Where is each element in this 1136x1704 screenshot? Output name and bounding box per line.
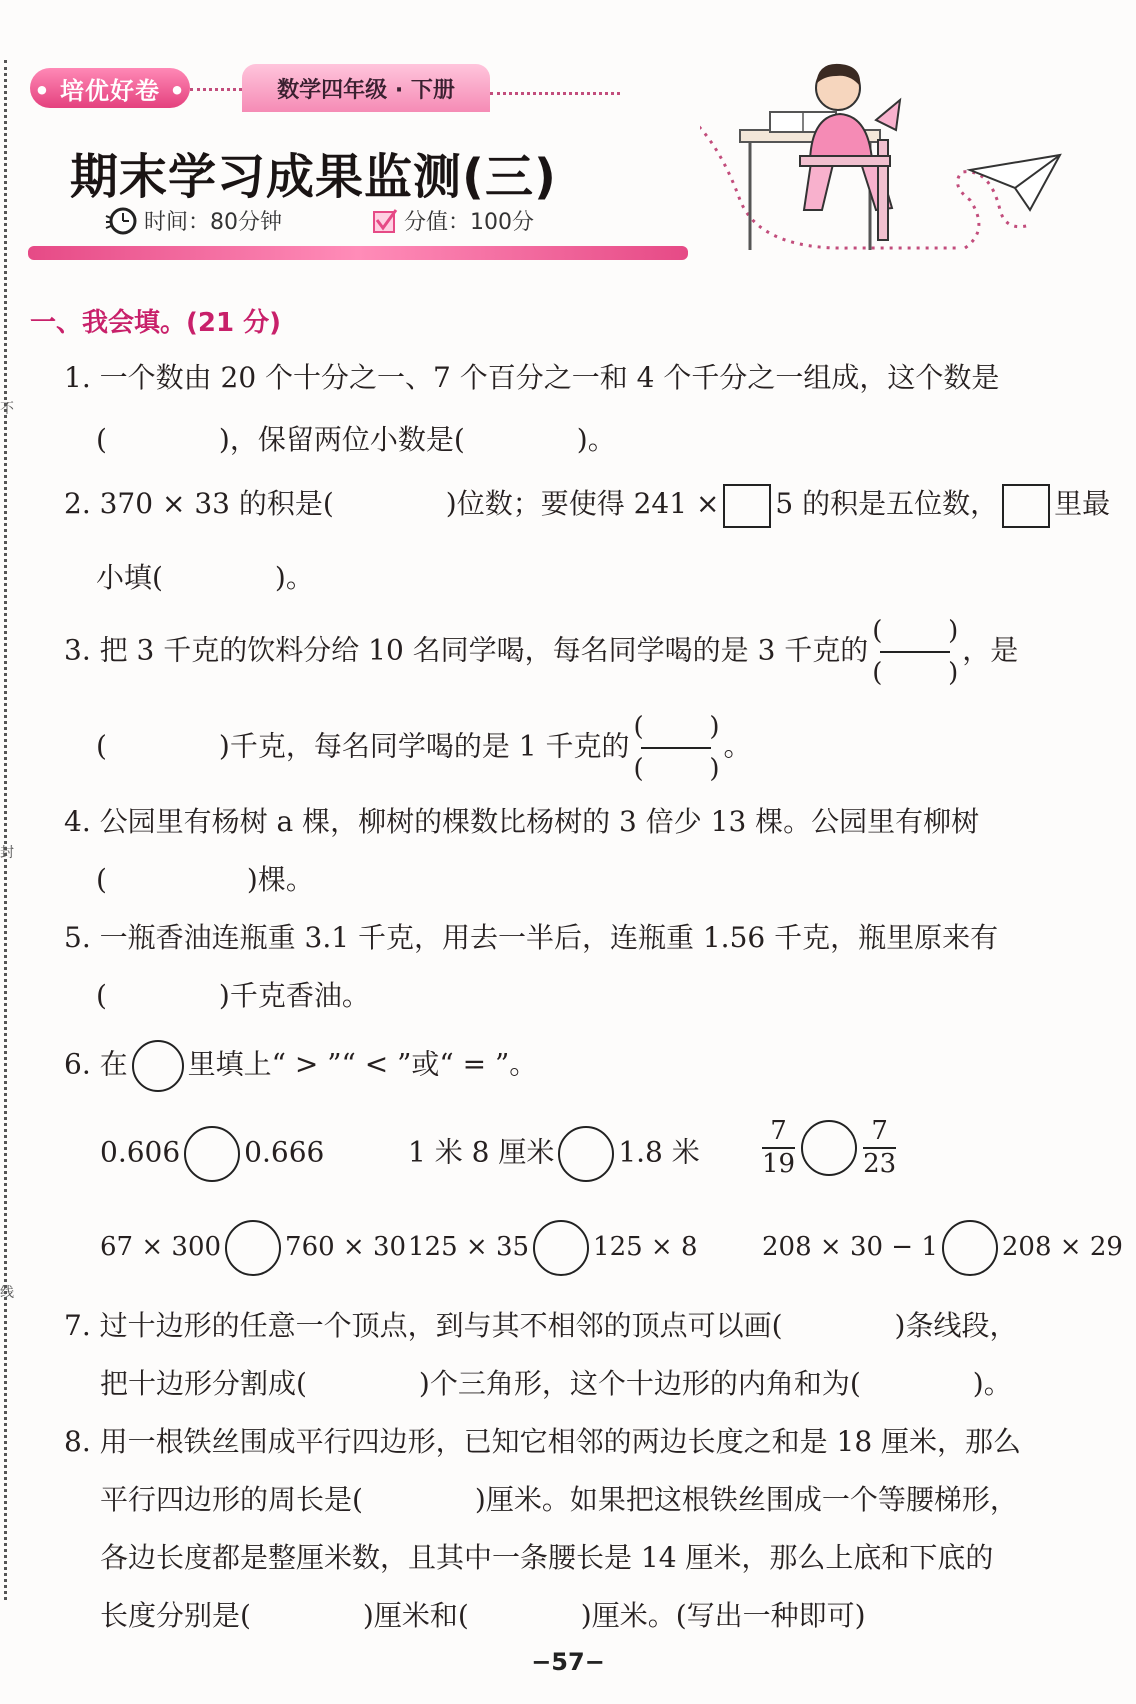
series-tag: • 培优好卷 • [30, 68, 190, 108]
numerator: 7 [770, 1116, 787, 1146]
compare-item [408, 1126, 700, 1182]
compare-right: 0.666 [244, 1135, 325, 1169]
fraction-left [762, 1118, 795, 1179]
subject-tab: 数学四年级 · 下册 [242, 64, 490, 112]
compare-left: 67 × 300 [100, 1232, 222, 1262]
compare-item [760, 1118, 898, 1179]
q6-text-b: 里填上“ > ”“ < ”或“ = ”。 [187, 1047, 538, 1081]
score-info [372, 205, 534, 236]
compare-circle[interactable] [558, 1126, 614, 1182]
numerator: 7 [871, 1116, 888, 1146]
question-8-line-3: 各边长度都是整厘米数，且其中一条腰长是 14 厘米，那么上底和下底的 [100, 1541, 994, 1574]
compare-circle[interactable] [225, 1220, 281, 1276]
question-8-line-1: 8. 用一根铁丝围成平行四边形，已知它相邻的两边长度之和是 18 厘米，那么 [64, 1425, 1022, 1458]
question-2-line-1 [64, 482, 1110, 528]
binding-char: 封 [0, 845, 14, 861]
compare-right: 208 × 29 [1001, 1232, 1123, 1262]
checkbox-icon [372, 208, 398, 234]
answer-box[interactable] [1002, 484, 1050, 528]
compare-item [100, 1220, 406, 1276]
blank-fraction[interactable]: ( ) ( ) [872, 616, 959, 688]
compare-circle[interactable] [184, 1126, 240, 1182]
dotted-divider [490, 92, 620, 95]
compare-left: 1 米 8 厘米 [408, 1135, 555, 1169]
compare-right: 760 × 30 [285, 1232, 407, 1262]
compare-left: 208 × 30 − 1 [762, 1232, 938, 1262]
clock-icon [104, 206, 138, 236]
page-title: 期末学习成果监测(三) [70, 149, 557, 205]
q3-text-c: ( )千克，每名同学喝的是 1 千克的 [96, 729, 630, 763]
question-7-line-2: 把十边形分割成( )个三角形，这个十边形的内角和为( )。 [100, 1367, 1012, 1400]
question-6-instruction [64, 1040, 537, 1092]
question-5-line-1: 5. 一瓶香油连瓶重 3.1 千克，用去一半后，连瓶重 1.56 千克，瓶里原来有 [64, 921, 999, 954]
question-3-line-2 [96, 712, 752, 784]
dotted-divider [190, 88, 242, 91]
question-4-line-2: ( )棵。 [96, 863, 314, 896]
page-number: −57− [531, 1648, 605, 1676]
q3-text-a: 3. 把 3 千克的饮料分给 10 名同学喝，每名同学喝的是 3 千克的 [64, 633, 869, 667]
time-label: 时间：80分钟 [144, 210, 282, 235]
answer-box[interactable] [723, 484, 771, 528]
question-5-line-2: ( )千克香油。 [96, 979, 370, 1012]
question-3-line-1 [64, 616, 1019, 688]
compare-item [762, 1220, 1123, 1276]
question-7-line-1: 7. 过十边形的任意一个顶点，到与其不相邻的顶点可以画( )条线段， [64, 1309, 1018, 1342]
section-heading: 一、我会填。(21 分) [30, 308, 281, 338]
header-underline [28, 246, 688, 260]
q3-text-b: ，是 [962, 633, 1019, 667]
q2-text-c: 里最 [1054, 487, 1111, 520]
question-2-line-2: 小填( )。 [96, 561, 314, 594]
student-desk-illustration [700, 60, 1120, 260]
compare-right: 125 × 8 [593, 1232, 698, 1262]
question-1-line-2: ( )，保留两位小数是( )。 [96, 423, 616, 456]
denominator: 19 [762, 1149, 796, 1180]
compare-circle[interactable] [942, 1220, 998, 1276]
question-8-line-2: 平行四边形的周长是( )厘米。如果把这根铁丝围成一个等腰梯形， [100, 1483, 1018, 1516]
compare-item [408, 1220, 698, 1276]
compare-circle[interactable] [533, 1220, 589, 1276]
compare-item [100, 1126, 324, 1182]
question-1-line-1: 1. 一个数由 20 个十分之一、7 个百分之一和 4 个千分之一组成，这个数是 [64, 361, 1000, 394]
compare-circle[interactable] [132, 1040, 184, 1092]
binding-margin [4, 60, 11, 1600]
denominator: 23 [863, 1149, 897, 1180]
binding-char: 线 [0, 1285, 14, 1301]
question-8-line-4: 长度分别是( )厘米和( )厘米。(写出一种即可) [100, 1599, 866, 1632]
compare-right: 1.8 米 [618, 1135, 700, 1169]
compare-left: 125 × 35 [408, 1232, 530, 1262]
binding-char: 不 [0, 401, 14, 417]
time-info [104, 205, 282, 236]
blank-fraction[interactable]: ( ) ( ) [633, 712, 720, 784]
q3-text-d: 。 [723, 729, 752, 763]
compare-circle[interactable] [801, 1120, 857, 1176]
fraction-right [863, 1118, 896, 1179]
score-label: 分值：100分 [404, 210, 534, 235]
q6-text-a: 6. 在 [64, 1047, 128, 1081]
compare-left: 0.606 [100, 1135, 181, 1169]
q2-text-a: 2. 370 × 33 的积是( )位数；要使得 241 × [64, 487, 720, 520]
question-4-line-1: 4. 公园里有杨树 a 棵，柳树的棵数比杨树的 3 倍少 13 棵。公园里有柳树 [64, 805, 980, 838]
q2-text-b: 5 的积是五位数， [775, 487, 999, 520]
